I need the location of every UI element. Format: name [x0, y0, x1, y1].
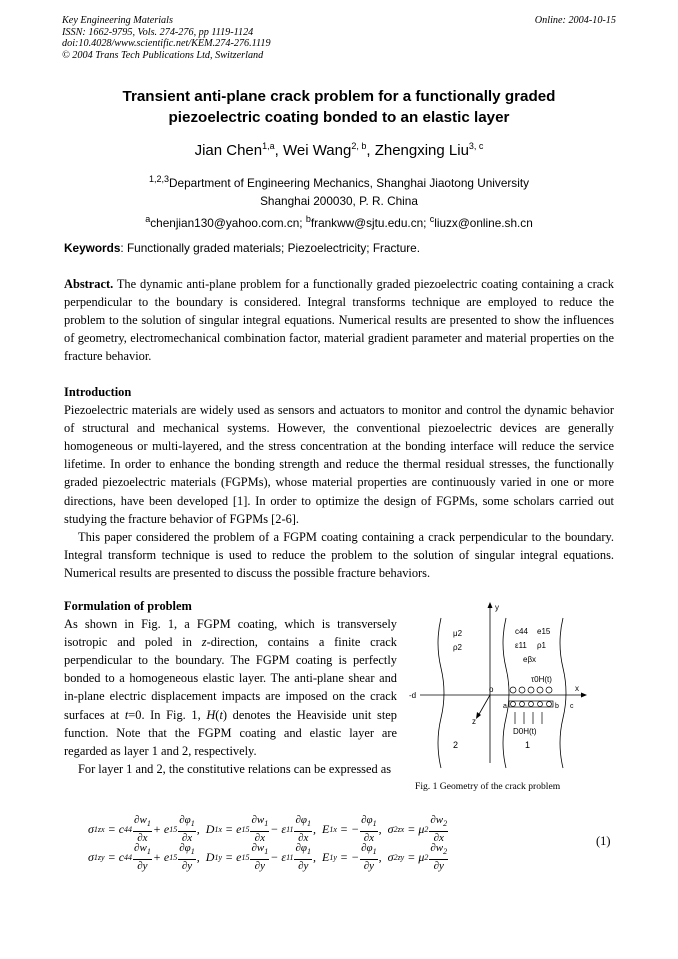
affiliation: $^{1,2,3}$Department of Engineering Mechanics, Shanghai Jiaotong University Shanghai 200030, P. R. China $^a$chenjian130@yahoo.com.cn; $^b$frankww@sjtu.edu.cn; $^c$liuzx@online.sh.cn — [62, 170, 616, 232]
equation-number: (1) — [596, 834, 611, 848]
b-label: b — [555, 703, 559, 710]
issn: ISSN: 1662-9795, Vols. 274-276, pp 1119-1124 — [62, 26, 254, 38]
figure-caption: Fig. 1 Geometry of the crack problem — [415, 781, 561, 792]
abstract: Abstract. The dynamic anti-plane problem for a functionally graded piezoelectric coating containing a crack perpendicular to the boundary is considered. Integral transforms technique are employed to reduce the problem to the solution of singular integral equations. Numerical results are presented to show the influences of geometry, electromechanical combination factor, material gradient parameter and material properties on the fracture behavior. — [64, 277, 614, 364]
z-axis — [478, 695, 490, 716]
origin-label: o — [489, 685, 494, 694]
keywords: Keywords: Functionally graded materials; Piezoelectricity; Fracture. — [64, 241, 421, 255]
z-label: z — [472, 717, 476, 726]
y-label: y — [495, 603, 499, 612]
exp-label: eβx — [523, 655, 537, 664]
y-axis-arrow — [488, 602, 493, 608]
eps11-label: ε11 — [515, 641, 527, 650]
email-link[interactable]: liuzx@online.sh.cn — [434, 215, 533, 230]
author-list: Jian Chen$^{1,a}$, Wei Wang$^{2, b}$, Zhengxing Liu$^{3, c}$ — [194, 141, 484, 159]
left-boundary — [438, 618, 444, 768]
section-heading: Introduction — [64, 385, 132, 399]
introduction-section — [64, 383, 614, 582]
tau-label: τ0H(t) — [531, 675, 552, 684]
doi: doi:10.4028/www.scientific.net/KEM.274-276.1119 — [62, 38, 271, 50]
author-name: Wei Wang — [282, 142, 352, 159]
paragraph: This paper considered the problem of a FGPM coating containing a crack perpendicular to the boundary. Integral transform technique is used to reduce the problem to the solution of singular integral equations. Numerical results are presented to discuss the possible fracture behaviors. — [64, 529, 614, 580]
email-link[interactable]: frankww@sjtu.edu.cn — [310, 215, 424, 230]
page-header — [62, 15, 616, 61]
formulation-section — [64, 597, 397, 778]
z-axis-arrow — [476, 712, 481, 719]
journal-name: Key Engineering Materials — [62, 15, 173, 26]
a-label: a — [503, 703, 507, 710]
x-label: x — [575, 684, 579, 693]
copyright: © 2004 Trans Tech Publications Ltd, Switzerland — [62, 49, 264, 61]
author-name: Jian Chen — [194, 142, 263, 159]
D0-label: D0H(t) — [513, 727, 537, 736]
crack-geometry-figure — [405, 598, 605, 780]
right-boundary — [560, 618, 566, 768]
paper-title: Transient anti-plane crack problem for a functionally graded piezoelectric coating bonded to an elastic layer — [122, 88, 556, 126]
e15-label: e15 — [537, 627, 551, 636]
author-name: Zhengxing Liu — [374, 142, 469, 159]
paragraph: As shown in Fig. 1, a FGPM coating, which is transversely isotropic and poled in z-direction, contains a finite crack perpendicular to the boundary. The FGPM coating is perfectly bonded to a homogeneous elastic layer. The anti-plane shear and in-plane electric displacement impacts are imposed on the crack surfaces at t=0. In Fig. 1, H(t) denotes the Heaviside unit step function. Note that the FGPM coating and elastic layer are regarded as layer 1 and 2, respectively. — [64, 617, 397, 758]
mu2-label: μ2 — [453, 629, 463, 638]
section-heading: Formulation of problem — [64, 599, 192, 613]
online-date: Online: 2004-10-15 — [534, 15, 616, 26]
paragraph: For layer 1 and 2, the constitutive relations can be expressed as — [78, 761, 392, 776]
layer1-label: 1 — [525, 740, 531, 750]
c44-label: c44 — [515, 627, 528, 636]
paragraph: Piezoelectric materials are widely used as sensors and actuators to monitor and control the dynamic behavior of structural and mechanical systems. However, the conventional piezoelectric devices are generally homogeneous or multi-layered, and the stress concentration at the bonding interface will reduce the service lifetime. In order to enhance the bonding strength and reduce the thermal residual stresses, the functionally graded piezoelectric materials (FGPMs), whose material properties are continuously varied in one or more directions, have been developed [1]. In order to optimize the design of FGPMs, some scholars carried out studying the fracture behavior of FGPMs [2-6]. — [64, 403, 614, 526]
x-axis-arrow — [581, 693, 587, 698]
email-link[interactable]: chenjian130@yahoo.com.cn — [150, 215, 300, 230]
rho2-label: ρ2 — [453, 643, 462, 652]
layer2-label: 2 — [453, 740, 459, 750]
email-list: $^a$chenjian130@yahoo.com.cn; $^b$frankww@sjtu.edu.cn; $^c$liuzx@online.sh.cn — [145, 213, 533, 230]
c-label: c — [570, 703, 574, 710]
neg-d-label: -d — [409, 691, 417, 700]
interface-line — [503, 618, 509, 768]
rho1-label: ρ1 — [537, 641, 546, 650]
equation-1: σ 1zx = c 44 $\frac{\partial w_1}{\partial x}$ + e 15 $\frac{\partial\varphi_1}{\partial x}$ , D 1x = e 15 $\frac{\partial w_1}{\partial x}$ − ε 11 $\frac{\partial\varphi_1}{\partial x}$ , E 1x = − $\frac{\partial\varphi_1}{\partial x}$ , σ 2zx = μ 2 $\frac{\partial w_2}{\partial x}$ σ 1zy = c 44 $\frac{\partial w_1}{\partial y}$ + e 15 $\frac{\partial\varphi_1}{\partial y}$ , D 1y = e 15 $\frac{\partial w_1}{\partial y}$ − ε 11 $\frac{\partial\varphi_1}{\partial y}$ , E 1y = − $\frac{\partial\varphi_1}{\partial y}$ , σ 2zy = μ 2 $\frac{\partial w_2}{\partial y}$ — [88, 814, 448, 872]
